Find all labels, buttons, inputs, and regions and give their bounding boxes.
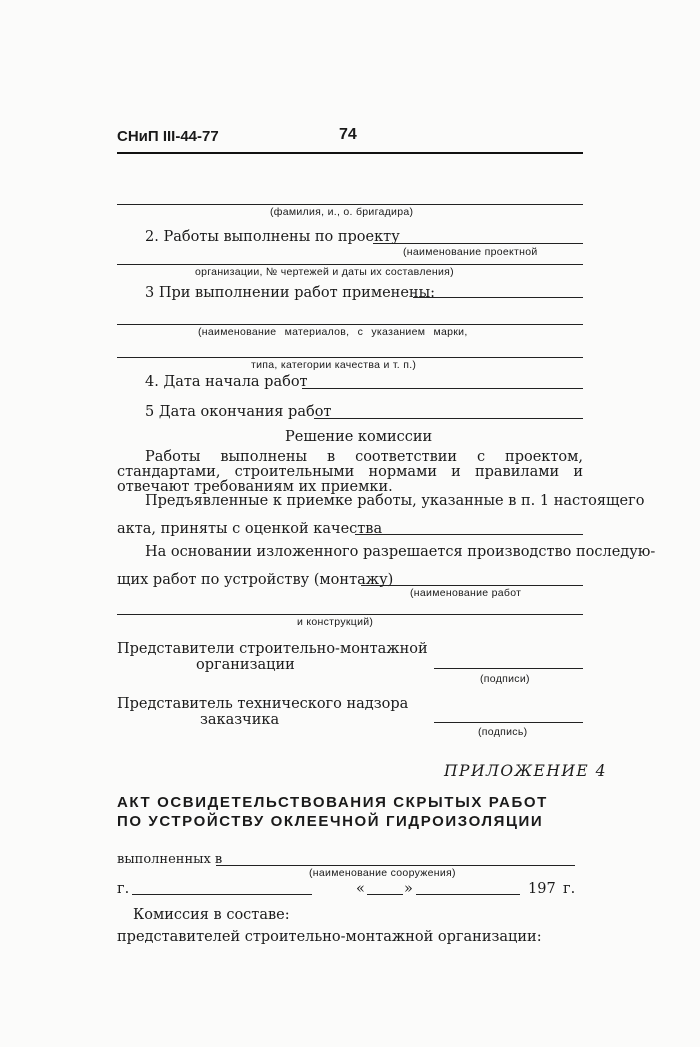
works-line (361, 585, 583, 586)
appendix-label: ПРИЛОЖЕНИЕ 4 (444, 762, 607, 780)
item2-line (373, 243, 583, 244)
document-code: СНиП III-44-77 (117, 128, 219, 145)
date-quote-open: « (356, 881, 365, 897)
materials-line-2 (117, 357, 583, 358)
signature-rep1-line-1: Представители строительно-монтажной (117, 641, 428, 657)
item2-caption-2: организации, № чертежей и даты их составления) (195, 266, 454, 278)
signature-rep1-line-2: организации (196, 657, 295, 673)
day-line (367, 894, 403, 895)
year-prefix: 197 (528, 881, 556, 897)
structure-caption: (наименование сооружения) (309, 867, 456, 879)
materials-line-1 (117, 324, 583, 325)
signature-caption-2: (подпись) (478, 726, 528, 738)
signature-line-2 (434, 722, 583, 723)
item2-caption-1: (наименование проектной (403, 246, 538, 258)
signature-rep2-line-2: заказчика (200, 712, 280, 728)
item5-line (314, 418, 583, 419)
item4-label: 4. Дата начала работ (145, 374, 308, 390)
act-title-line-1: АКТ ОСВИДЕТЕЛЬСТВОВАНИЯ СКРЫТЫХ РАБОТ (117, 794, 548, 811)
decision-paragraph-2-line-1: Предъявленные к приемке работы, указанные в п. 1 настоящего (145, 493, 645, 509)
decision-paragraph-3-line-1: На основании изложенного разрешается производство последую- (145, 544, 656, 560)
header-rule (117, 152, 583, 154)
page-number: 74 (339, 126, 357, 143)
foreman-caption: (фамилия, и., о. бригадира) (270, 206, 414, 218)
materials-caption-1: (наименование материалов, с указанием марки, (198, 326, 468, 338)
works-line-2 (117, 614, 583, 615)
year-suffix: г. (563, 881, 576, 897)
act-title-line-2: ПО УСТРОЙСТВУ ОКЛЕЕЧНОЙ ГИДРОИЗОЛЯЦИИ (117, 813, 544, 830)
quality-line (355, 534, 583, 535)
performed-label: выполненных в (117, 852, 223, 867)
structure-line (216, 865, 575, 866)
item2-line-2 (117, 264, 583, 265)
city-prefix: г. (117, 881, 130, 897)
item5-label: 5 Дата окончания работ (145, 404, 332, 420)
item4-line (302, 388, 583, 389)
decision-paragraph-2-line-2: акта, приняты с оценкой качества (117, 521, 383, 537)
item3-line (413, 297, 583, 298)
decision-paragraph-3-line-2: щих работ по устройству (монтажу) (117, 572, 394, 588)
item2-label: 2. Работы выполнены по проекту (145, 229, 400, 245)
item3-label: 3 При выполнении работ применены: (145, 285, 436, 301)
foreman-line (117, 204, 583, 205)
date-quote-close: » (404, 881, 413, 897)
works-caption-2: и конструкций) (297, 616, 374, 628)
signature-line-1 (434, 668, 583, 669)
representatives-label: представителей строительно-монтажной организации: (117, 929, 542, 945)
city-line (132, 894, 312, 895)
decision-heading: Решение комиссии (285, 429, 433, 445)
signature-caption-1: (подписи) (480, 673, 530, 685)
works-caption-1: (наименование работ (410, 587, 522, 599)
commission-label: Комиссия в составе: (133, 907, 290, 923)
decision-paragraph-1: Работы выполнены в соответствии с проектом, стандартами, строительными нормами и правилами и отвечают требованиям их приемки. (117, 449, 583, 495)
materials-caption-2: типа, категории качества и т. п.) (251, 359, 417, 371)
month-line (416, 894, 520, 895)
signature-rep2-line-1: Представитель технического надзора (117, 696, 409, 712)
